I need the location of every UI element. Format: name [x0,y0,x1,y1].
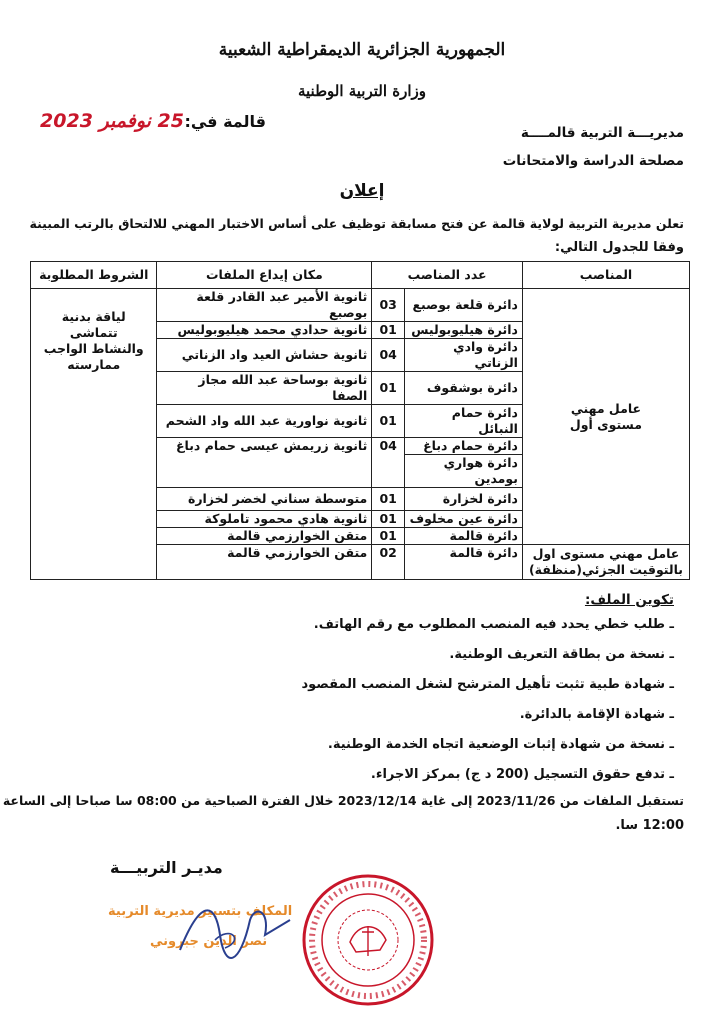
daira-cell: دائرة قالمة [405,528,523,545]
count-cell: 01 [372,405,405,438]
service-label: مصلحة الدراسة والامتحانات [502,153,684,169]
list-item: ـ شهادة الإقامة بالدائرة. [519,707,674,722]
intro-line-1: تعلن مديرية التربية لولاية قالمة عن فتح مسابقة توظيف على أساس الاختبار المهني للالتحاق بالرتب المبينة [29,216,684,231]
intro-line-2: وفقا للجدول التالي: [554,240,684,255]
daira-cell: دائرة عين مخلوف [405,511,523,528]
daira-cell: دائرة حمام دباغ [405,438,523,455]
count-cell: 01 [372,372,405,405]
list-item: ـ طلب خطي يحدد فيه المنصب المطلوب مع رقم الهاتف. [313,617,674,632]
post-cell-1: عامل مهني مستوى أول [522,289,689,545]
file-section-title: تكوين الملف: [584,592,674,608]
daira-cell: دائرة وادي الزناتي [405,339,523,372]
official-stamp [300,872,436,1008]
count-cell: 03 [372,289,405,322]
daira-cell: دائرة قالمة [405,545,523,580]
signer-name: نصر الدين جبروني [150,934,268,949]
place-cell: ثانوية بوساحة عبد الله مجاز الصفا [157,372,372,405]
daira-cell: دائرة بوشقوف [405,372,523,405]
list-item: ـ نسخة من شهادة إثبات الوضعية اتجاه الخدمة الوطنية. [327,737,674,752]
conditions-cell: لياقة بدنية تتماشى والنشاط الواجب ممارسته [31,289,157,580]
place-cell: ثانوية حشاش العيد واد الزناتي [157,339,372,372]
ministry-title: وزارة التربية الوطنية [297,82,426,100]
announcement-title: إعلان [339,181,385,201]
announcement-title-wrap [0,181,724,201]
place-cell: ثانوية نواورية عبد الله واد الشحم [157,405,372,438]
place-cell: متقن الخوارزمي قالمة [157,545,372,580]
daira-cell: دائرة هواري بومدين [405,455,523,488]
list-item: ـ نسخة من بطاقة التعريف الوطنية. [449,647,674,662]
list-item: ـ شهادة طبية تثبت تأهيل المترشح لشغل المنصب المقصود [301,677,674,692]
place-cell: متوسطة سناني لخضر لخزارة [157,488,372,511]
count-cell: 01 [372,488,405,511]
date-block [16,110,266,138]
date-value: 25 نوفمبر 2023 [40,110,184,132]
count-cell: 04 [372,438,405,488]
count-cell: 01 [372,528,405,545]
daira-cell: دائرة قلعة بوصبع [405,289,523,322]
table-header-row [31,262,690,289]
closing-line-1: تستقبل الملفات من 2023/11/26 إلى غاية 2023/12/14 خلال الفترة الصباحية من 08:00 سا صباحا إلى الساعة [2,793,684,808]
place-cell: ثانوية الأمير عبد القادر قلعة بوصبع [157,289,372,322]
daira-cell: دائرة لخزارة [405,488,523,511]
director-title: مديـر التربيـــة [110,858,223,877]
daira-cell: دائرة هيليوبوليس [405,322,523,339]
count-cell: 02 [372,545,405,580]
file-items-list [34,610,674,790]
republic-title: الجمهورية الجزائرية الديمقراطية الشعبية [218,40,506,60]
handwritten-signature [120,880,320,970]
directorate-label: مديريـــة التربية قالمــــة [520,125,684,141]
positions-table [30,261,690,580]
place-cell: ثانوية زريمش عيسى حمام دباغ [157,438,372,488]
daira-cell: دائرة حمام النبائل [405,405,523,438]
place-cell: ثانوية حدادي محمد هيليوبوليس [157,322,372,339]
closing-line-2: 12:00 سا. [615,818,684,833]
list-item: ـ تدفع حقوق التسجيل (200 د ج) بمركز الاجراء. [370,767,674,782]
place-cell: متقن الخوارزمي قالمة [157,528,372,545]
count-cell: 01 [372,322,405,339]
header-posts: المناصب [522,262,689,289]
table-row [31,289,690,322]
header-count: عدد المناصب [372,262,523,289]
signer-role: المكلف بتسيير مديرية التربية [108,904,293,919]
header-place: مكان إيداع الملفات [157,262,372,289]
header-conditions: الشروط المطلوبة [31,262,157,289]
place-cell: ثانوية هادي محمود تاملوكة [157,511,372,528]
count-cell: 04 [372,339,405,372]
count-cell: 01 [372,511,405,528]
post-cell-2: عامل مهني مستوى اول بالتوقيت الجزئي(منظفة) [522,545,689,580]
date-label: قالمة في: [184,112,266,131]
